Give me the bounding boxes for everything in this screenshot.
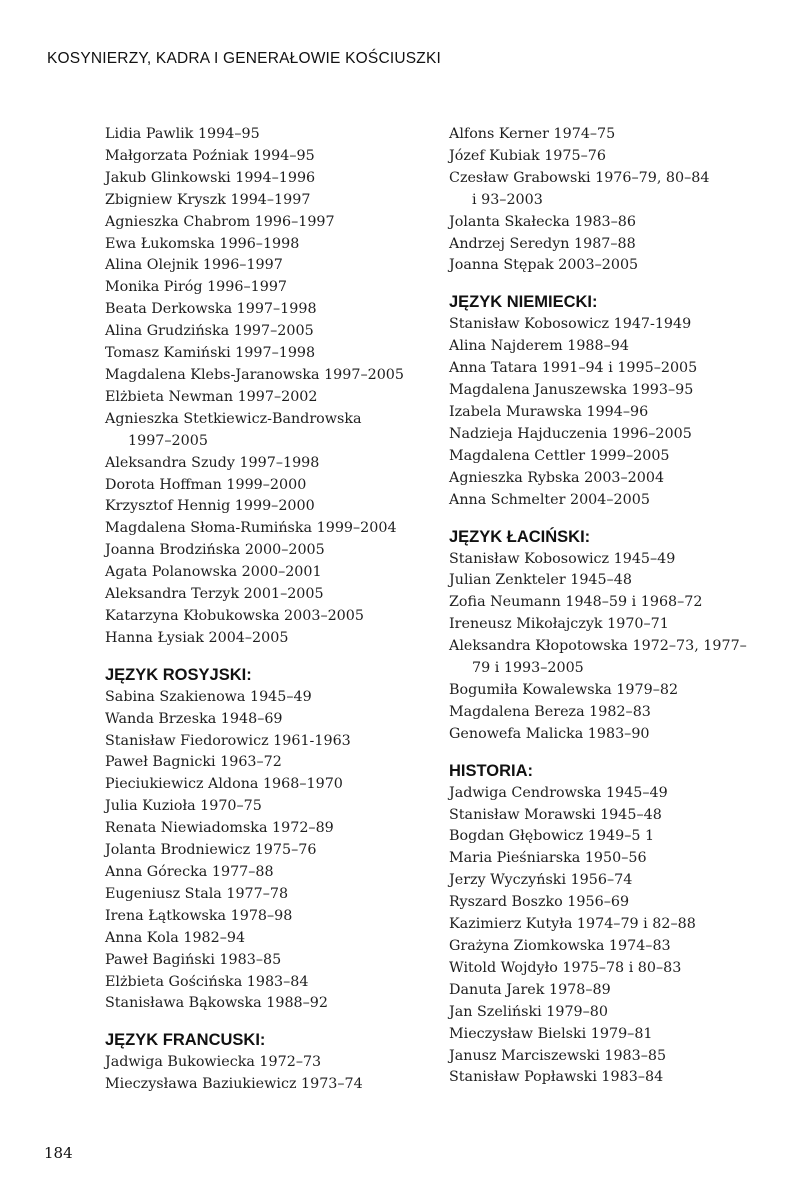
section-list bbox=[449, 314, 769, 511]
left-continued-list bbox=[105, 124, 425, 650]
list-item: Alina Najderem 1988–94 bbox=[449, 338, 629, 355]
section-heading: JĘZYK FRANCUSKI: bbox=[105, 1031, 266, 1050]
list-item: Jolanta Skałecka 1983–86 bbox=[449, 213, 636, 230]
section-heading: JĘZYK ROSYJSKI: bbox=[105, 665, 252, 684]
section-list bbox=[105, 1052, 425, 1096]
list-item: Dorota Hoffman 1999–2000 bbox=[105, 476, 307, 493]
list-item: Aleksandra Terzyk 2001–2005 bbox=[105, 586, 324, 603]
list-item: Witold Wojdyło 1975–78 i 80–83 bbox=[449, 959, 682, 976]
list-item: Bogumiła Kowalewska 1979–82 bbox=[449, 681, 679, 698]
list-item: Beata Derkowska 1997–1998 bbox=[105, 301, 317, 318]
list-item: Pieciukiewicz Aldona 1968–1970 bbox=[105, 776, 343, 793]
list-item: Danuta Jarek 1978–89 bbox=[449, 981, 611, 998]
section-list bbox=[449, 549, 769, 746]
list-item: Jan Szeliński 1979–80 bbox=[449, 1003, 608, 1020]
list-item: Jolanta Brodniewicz 1975–76 bbox=[105, 842, 317, 859]
list-item-text: Agnieszka Stetkiewicz-Bandrowska bbox=[105, 410, 362, 427]
list-item: Jakub Glinkowski 1994–1996 bbox=[105, 169, 316, 186]
left-column bbox=[105, 124, 425, 1096]
list-item: Bogdan Głębowicz 1949–5 1 bbox=[449, 828, 655, 845]
list-item: Mieczysława Baziukiewicz 1973–74 bbox=[105, 1076, 363, 1093]
list-item: Alina Grudzińska 1997–2005 bbox=[105, 323, 314, 340]
list-item: Alfons Kerner 1974–75 bbox=[449, 126, 616, 142]
list-item: Magdalena Klebs-Jaranowska 1997–2005 bbox=[105, 366, 404, 383]
list-item: Julia Kuzioła 1970–75 bbox=[105, 798, 262, 815]
section-list bbox=[105, 687, 425, 1016]
list-item: Magdalena Cettler 1999–2005 bbox=[449, 447, 670, 464]
list-item: Anna Schmelter 2004–2005 bbox=[449, 491, 650, 508]
list-item: Joanna Stępak 2003–2005 bbox=[449, 257, 639, 274]
list-item: Zofia Neumann 1948–59 i 1968–72 bbox=[449, 594, 703, 611]
list-item: Joanna Brodzińska 2000–2005 bbox=[105, 542, 325, 559]
right-sections bbox=[449, 291, 769, 1089]
section-list bbox=[449, 783, 769, 1090]
list-item: Jadwiga Cendrowska 1945–49 bbox=[449, 784, 668, 801]
list-item: Julian Zenkteler 1945–48 bbox=[449, 572, 632, 589]
list-item: Irena Łątkowska 1978–98 bbox=[105, 907, 293, 924]
list-item: Kazimierz Kutyła 1974–79 i 82–88 bbox=[449, 916, 696, 933]
list-item: Tomasz Kamiński 1997–1998 bbox=[105, 345, 316, 362]
list-item: Jerzy Wyczyński 1956–74 bbox=[449, 872, 633, 889]
list-item: Katarzyna Kłobukowska 2003–2005 bbox=[105, 607, 364, 624]
section-heading: HISTORIA: bbox=[449, 761, 534, 780]
list-item: Stanisław Kobosowicz 1945–49 bbox=[449, 550, 676, 567]
list-item-continuation: i 93–2003 bbox=[472, 191, 543, 208]
list-item: Magdalena Bereza 1982–83 bbox=[449, 703, 651, 720]
list-item: Alina Olejnik 1996–1997 bbox=[105, 257, 283, 274]
list-item: Anna Górecka 1977–88 bbox=[105, 864, 274, 880]
list-item: Małgorzata Poźniak 1994–95 bbox=[105, 147, 315, 164]
list-item: Eugeniusz Stala 1977–78 bbox=[105, 885, 289, 902]
section-heading: JĘZYK NIEMIECKI: bbox=[449, 293, 598, 312]
list-item: Monika Piróg 1996–1997 bbox=[105, 279, 288, 296]
list-item: Jadwiga Bukowiecka 1972–73 bbox=[105, 1054, 322, 1071]
list-item: Wanda Brzeska 1948–69 bbox=[105, 710, 283, 727]
list-item: Grażyna Ziomkowska 1974–83 bbox=[449, 938, 671, 954]
list-item: Janusz Marciszewski 1983–85 bbox=[449, 1047, 667, 1064]
page-number: 184 bbox=[44, 1144, 73, 1162]
list-item: Mieczysław Bielski 1979–81 bbox=[449, 1025, 653, 1042]
list-item: Magdalena Słoma-Rumińska 1999–2004 bbox=[105, 520, 397, 537]
list-item: Agnieszka Chabrom 1996–1997 bbox=[105, 213, 335, 230]
list-item: Stanisław Morawski 1945–48 bbox=[449, 806, 662, 823]
list-item: Magdalena Januszewska 1993–95 bbox=[449, 382, 694, 399]
running-header: KOSYNIERZY, KADRA I GENERAŁOWIE KOŚCIUSZKI bbox=[47, 50, 441, 67]
section-heading: JĘZYK ŁACIŃSKI: bbox=[449, 527, 591, 546]
list-item: Ewa Łukomska 1996–1998 bbox=[105, 235, 300, 252]
list-item: Agata Polanowska 2000–2001 bbox=[105, 564, 322, 581]
list-item: Paweł Bagnicki 1963–72 bbox=[105, 754, 282, 771]
list-item: Stanisław Fiedorowicz 1961-1963 bbox=[105, 732, 351, 749]
list-item: Anna Kola 1982–94 bbox=[105, 929, 246, 946]
list-item: Aleksandra Szudy 1997–1998 bbox=[105, 454, 320, 471]
right-continued-list bbox=[449, 124, 769, 277]
list-item: Andrzej Seredyn 1987–88 bbox=[449, 235, 636, 252]
list-item: Paweł Bagiński 1983–85 bbox=[105, 951, 282, 968]
list-item bbox=[449, 168, 769, 212]
list-item: Elżbieta Newman 1997–2002 bbox=[105, 388, 318, 405]
list-item: Józef Kubiak 1975–76 bbox=[449, 147, 606, 164]
list-item: Renata Niewiadomska 1972–89 bbox=[105, 820, 334, 837]
list-item bbox=[449, 636, 769, 680]
list-item-text: Aleksandra Kłopotowska 1972–73, 1977– bbox=[449, 638, 747, 655]
list-item: Stanisław Kobosowicz 1947-1949 bbox=[449, 316, 692, 333]
list-item: Genowefa Malicka 1983–90 bbox=[449, 725, 650, 742]
list-item: Ireneusz Mikołajczyk 1970–71 bbox=[449, 616, 669, 633]
list-item: Zbigniew Kryszk 1994–1997 bbox=[105, 191, 311, 208]
list-item: Lidia Pawlik 1994–95 bbox=[105, 126, 260, 142]
list-item: Sabina Szakienowa 1945–49 bbox=[105, 688, 312, 705]
list-item-text: Czesław Grabowski 1976–79, 80–84 bbox=[449, 169, 710, 186]
list-item bbox=[105, 409, 425, 453]
list-item: Anna Tatara 1991–94 i 1995–2005 bbox=[449, 360, 698, 377]
list-item: Krzysztof Hennig 1999–2000 bbox=[105, 498, 315, 515]
list-item: Stanisława Bąkowska 1988–92 bbox=[105, 995, 328, 1012]
list-item-continuation: 79 i 1993–2005 bbox=[472, 660, 584, 677]
list-item: Elżbieta Gościńska 1983–84 bbox=[105, 973, 309, 990]
left-sections bbox=[105, 664, 425, 1096]
list-item: Hanna Łysiak 2004–2005 bbox=[105, 629, 289, 646]
list-item: Agnieszka Rybska 2003–2004 bbox=[449, 469, 665, 486]
right-column bbox=[449, 124, 769, 1089]
list-item: Maria Pieśniarska 1950–56 bbox=[449, 850, 647, 867]
list-item: Ryszard Boszko 1956–69 bbox=[449, 894, 630, 911]
list-item: Izabela Murawska 1994–96 bbox=[449, 403, 649, 420]
list-item: Stanisław Popławski 1983–84 bbox=[449, 1069, 664, 1086]
list-item-continuation: 1997–2005 bbox=[128, 432, 208, 449]
list-item: Nadzieja Hajduczenia 1996–2005 bbox=[449, 425, 692, 442]
